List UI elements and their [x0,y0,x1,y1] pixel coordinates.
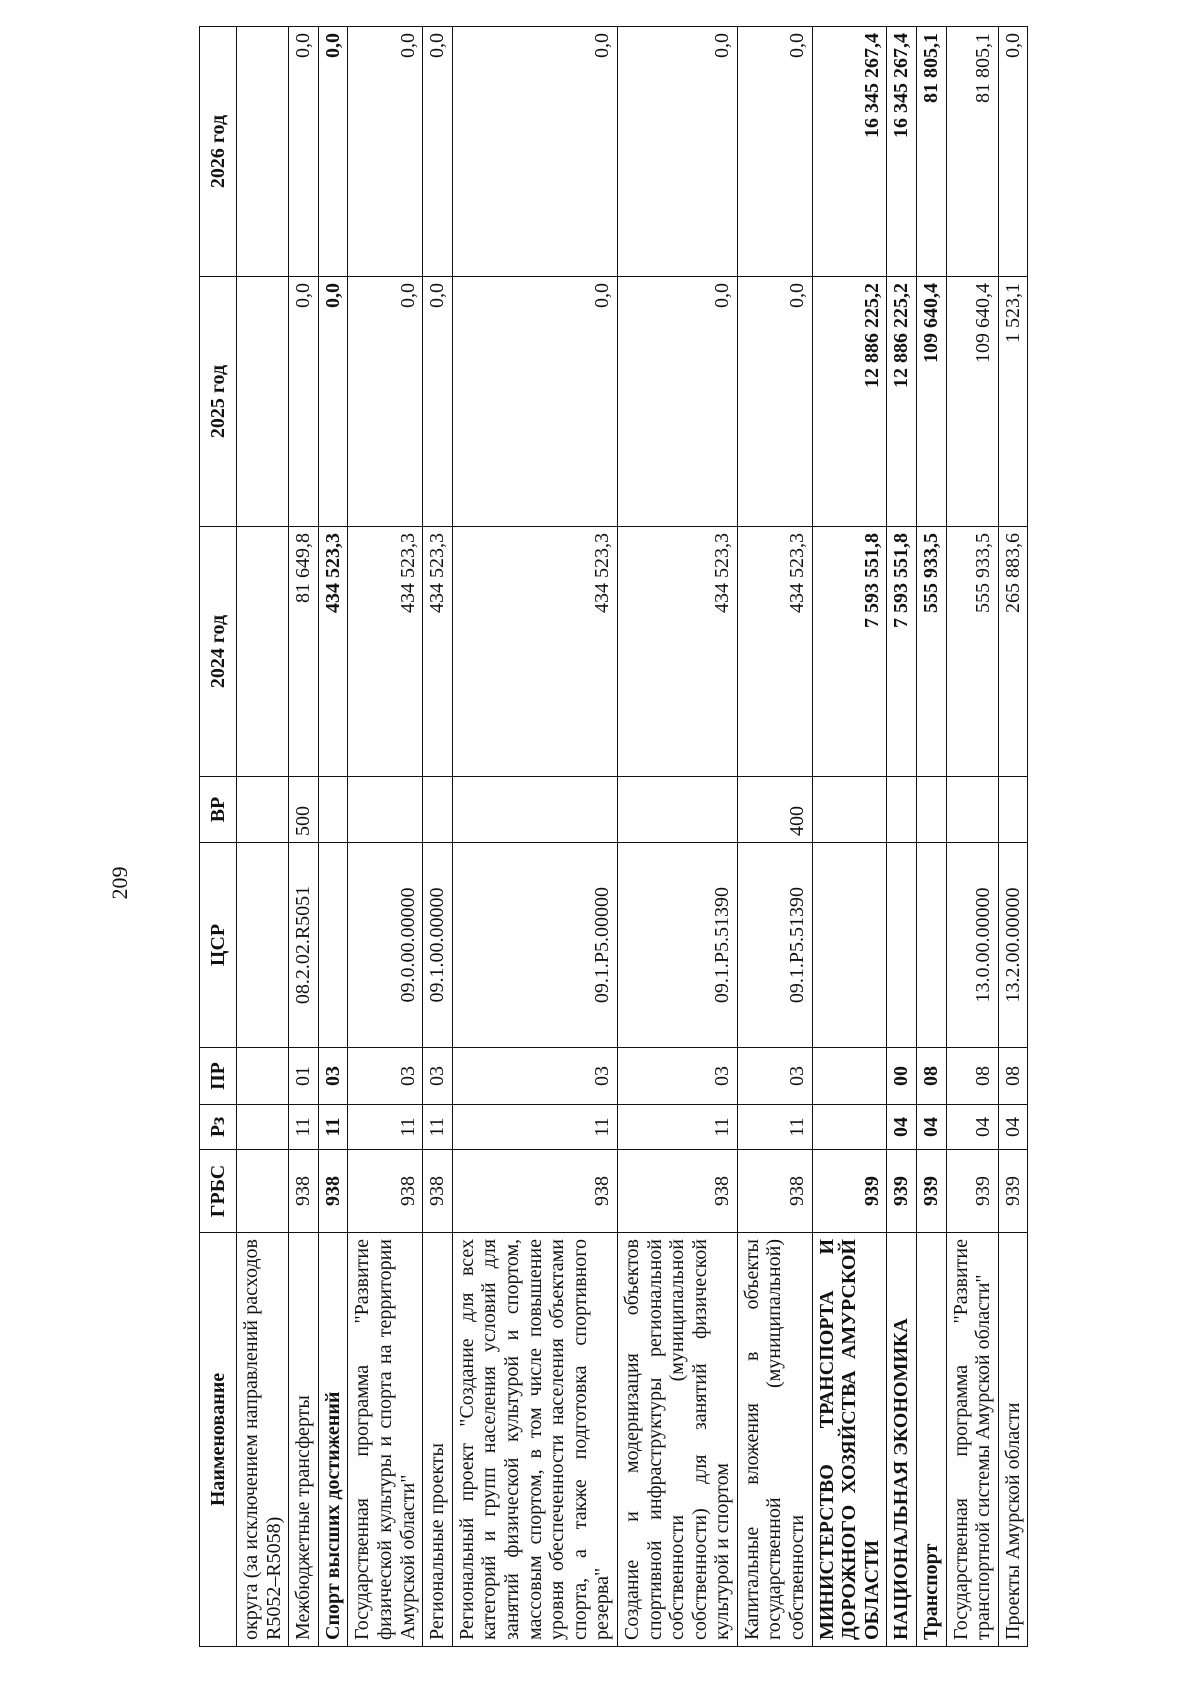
y2025-cell: 0,0 [617,277,737,527]
grbs-cell: 938 [289,1150,319,1233]
y2025-cell: 0,0 [423,277,453,527]
table-row [917,27,947,1647]
rz-cell [812,1105,887,1150]
csr-cell: 09.1.P5.00000 [452,843,617,1048]
rz-cell: 11 [737,1105,812,1150]
y2026-cell: 81 805,1 [917,27,947,277]
table-row [318,27,348,1647]
pr-cell: 01 [289,1048,319,1105]
y2024-cell: 434 523,3 [452,527,617,777]
grbs-cell: 938 [452,1150,617,1233]
vr-cell: 400 [737,777,812,843]
csr-cell [318,843,348,1048]
y2025-cell: 0,0 [318,277,348,527]
y2026-cell: 0,0 [423,27,453,277]
csr-cell: 13.0.00.00000 [946,843,998,1048]
y2026-cell: 0,0 [318,27,348,277]
y2024-cell: 434 523,3 [318,527,348,777]
grbs-cell: 938 [737,1150,812,1233]
y2024-cell: 81 649,8 [289,527,319,777]
rz-cell: 04 [946,1105,998,1150]
csr-cell [812,843,887,1048]
page-number: 209 [107,866,132,900]
y2026-cell: 0,0 [737,27,812,277]
table-row [289,27,319,1647]
pr-cell: 03 [452,1048,617,1105]
pr-cell: 03 [737,1048,812,1105]
row-name: Капитальные вложения в объекты государственной (муниципальной) собственности [737,1233,812,1647]
vr-cell [946,777,998,843]
vr-cell [617,777,737,843]
vr-cell [348,777,423,843]
grbs-cell: 938 [617,1150,737,1233]
grbs-cell: 939 [812,1150,887,1233]
pr-cell: 08 [917,1048,947,1105]
vr-cell [452,777,617,843]
rz-cell: 11 [348,1105,423,1150]
y2026-cell: 0,0 [452,27,617,277]
y2024-cell [237,527,289,777]
pr-cell: 08 [946,1048,998,1105]
y2026-cell: 81 805,1 [946,27,998,277]
vr-cell [887,777,917,843]
row-name: Региональный проект "Создание для всех категорий и групп населения условий для занятий физической культурой и спортом, массовым спортом, в том числе повышение уровня обеспеченности населения объектами спорта, а также подготовка спортивного резерва" [452,1233,617,1647]
y2025-cell: 0,0 [737,277,812,527]
table-body [237,27,1028,1647]
y2024-cell: 7 593 551,8 [812,527,887,777]
budget-table [199,26,1028,1647]
grbs-cell: 939 [887,1150,917,1233]
vr-cell [318,777,348,843]
vr-cell [998,777,1028,843]
table-row [998,27,1028,1647]
grbs-cell: 939 [917,1150,947,1233]
csr-cell [887,843,917,1048]
vr-cell: 500 [289,777,319,843]
grbs-cell: 938 [318,1150,348,1233]
y2026-cell: 16 345 267,4 [887,27,917,277]
csr-cell: 09.1.00.00000 [423,843,453,1048]
y2025-cell: 0,0 [289,277,319,527]
rz-cell [237,1105,289,1150]
table-row [617,27,737,1647]
y2026-cell: 0,0 [289,27,319,277]
pr-cell: 03 [348,1048,423,1105]
y2026-cell: 0,0 [617,27,737,277]
rz-cell: 04 [998,1105,1028,1150]
y2025-cell: 12 886 225,2 [887,277,917,527]
row-name: Региональные проекты [423,1233,453,1647]
y2025-cell: 109 640,4 [917,277,947,527]
y2024-cell: 265 883,6 [998,527,1028,777]
grbs-cell: 939 [946,1150,998,1233]
vr-cell [812,777,887,843]
row-name: Проекты Амурской области [998,1233,1028,1647]
rz-cell: 11 [289,1105,319,1150]
column-header: Наименование [200,1233,237,1647]
y2024-cell: 7 593 551,8 [887,527,917,777]
table-row [348,27,423,1647]
column-header: 2026 год [200,27,237,277]
grbs-cell: 939 [998,1150,1028,1233]
y2025-cell: 0,0 [452,277,617,527]
row-name: Создание и модернизация объектов спортивной инфраструктуры региональной собственности (муниципальной собственности) для занятий физической культурой и спортом [617,1233,737,1647]
rz-cell: 04 [887,1105,917,1150]
column-header: Рз [200,1105,237,1150]
y2024-cell: 555 933,5 [946,527,998,777]
y2025-cell: 12 886 225,2 [812,277,887,527]
y2026-cell: 0,0 [348,27,423,277]
rz-cell: 11 [617,1105,737,1150]
table-row [946,27,998,1647]
y2026-cell: 16 345 267,4 [812,27,887,277]
table-header-row [200,27,237,1647]
column-header: ПР [200,1048,237,1105]
rz-cell: 11 [423,1105,453,1150]
table-row [237,27,289,1647]
row-name: Транспорт [917,1233,947,1647]
table-row [737,27,812,1647]
pr-cell: 08 [998,1048,1028,1105]
rz-cell: 04 [917,1105,947,1150]
column-header: 2024 год [200,527,237,777]
row-name: Спорт высших достижений [318,1233,348,1647]
y2024-cell: 555 933,5 [917,527,947,777]
grbs-cell: 938 [423,1150,453,1233]
vr-cell [423,777,453,843]
pr-cell: 03 [617,1048,737,1105]
row-name: МИНИСТЕРСТВО ТРАНСПОРТА И ДОРОЖНОГО ХОЗЯЙСТВА АМУРСКОЙ ОБЛАСТИ [812,1233,887,1647]
column-header: ГРБС [200,1150,237,1233]
y2025-cell: 0,0 [348,277,423,527]
csr-cell: 09.1.P5.51390 [617,843,737,1048]
column-header: ЦСР [200,843,237,1048]
row-name: Межбюджетные трансферты [289,1233,319,1647]
pr-cell: 03 [318,1048,348,1105]
table-row [887,27,917,1647]
row-name: НАЦИОНАЛЬНАЯ ЭКОНОМИКА [887,1233,917,1647]
rz-cell: 11 [318,1105,348,1150]
csr-cell [917,843,947,1048]
pr-cell [812,1048,887,1105]
y2026-cell: 0,0 [998,27,1028,277]
csr-cell: 13.2.00.00000 [998,843,1028,1048]
table-row [812,27,887,1647]
y2025-cell: 1 523,1 [998,277,1028,527]
row-name: Государственная программа "Развитие транспортной системы Амурской области" [946,1233,998,1647]
y2024-cell: 434 523,3 [348,527,423,777]
csr-cell: 09.0.00.00000 [348,843,423,1048]
table-row [452,27,617,1647]
row-name: округа (за исключением направлений расходов R5052–R5058) [237,1233,289,1647]
vr-cell [917,777,947,843]
table-row [423,27,453,1647]
vr-cell [237,777,289,843]
y2026-cell [237,27,289,277]
grbs-cell [237,1150,289,1233]
pr-cell: 03 [423,1048,453,1105]
column-header: 2025 год [200,277,237,527]
budget-table-container [199,27,1077,1647]
grbs-cell: 938 [348,1150,423,1233]
rz-cell: 11 [452,1105,617,1150]
column-header: ВР [200,777,237,843]
csr-cell: 08.2.02.R5051 [289,843,319,1048]
y2024-cell: 434 523,3 [423,527,453,777]
y2024-cell: 434 523,3 [617,527,737,777]
pr-cell: 00 [887,1048,917,1105]
row-name: Государственная программа "Развитие физической культуры и спорта на территории Амурской области" [348,1233,423,1647]
csr-cell [237,843,289,1048]
y2025-cell: 109 640,4 [946,277,998,527]
pr-cell [237,1048,289,1105]
csr-cell: 09.1.P5.51390 [737,843,812,1048]
y2024-cell: 434 523,3 [737,527,812,777]
y2025-cell [237,277,289,527]
